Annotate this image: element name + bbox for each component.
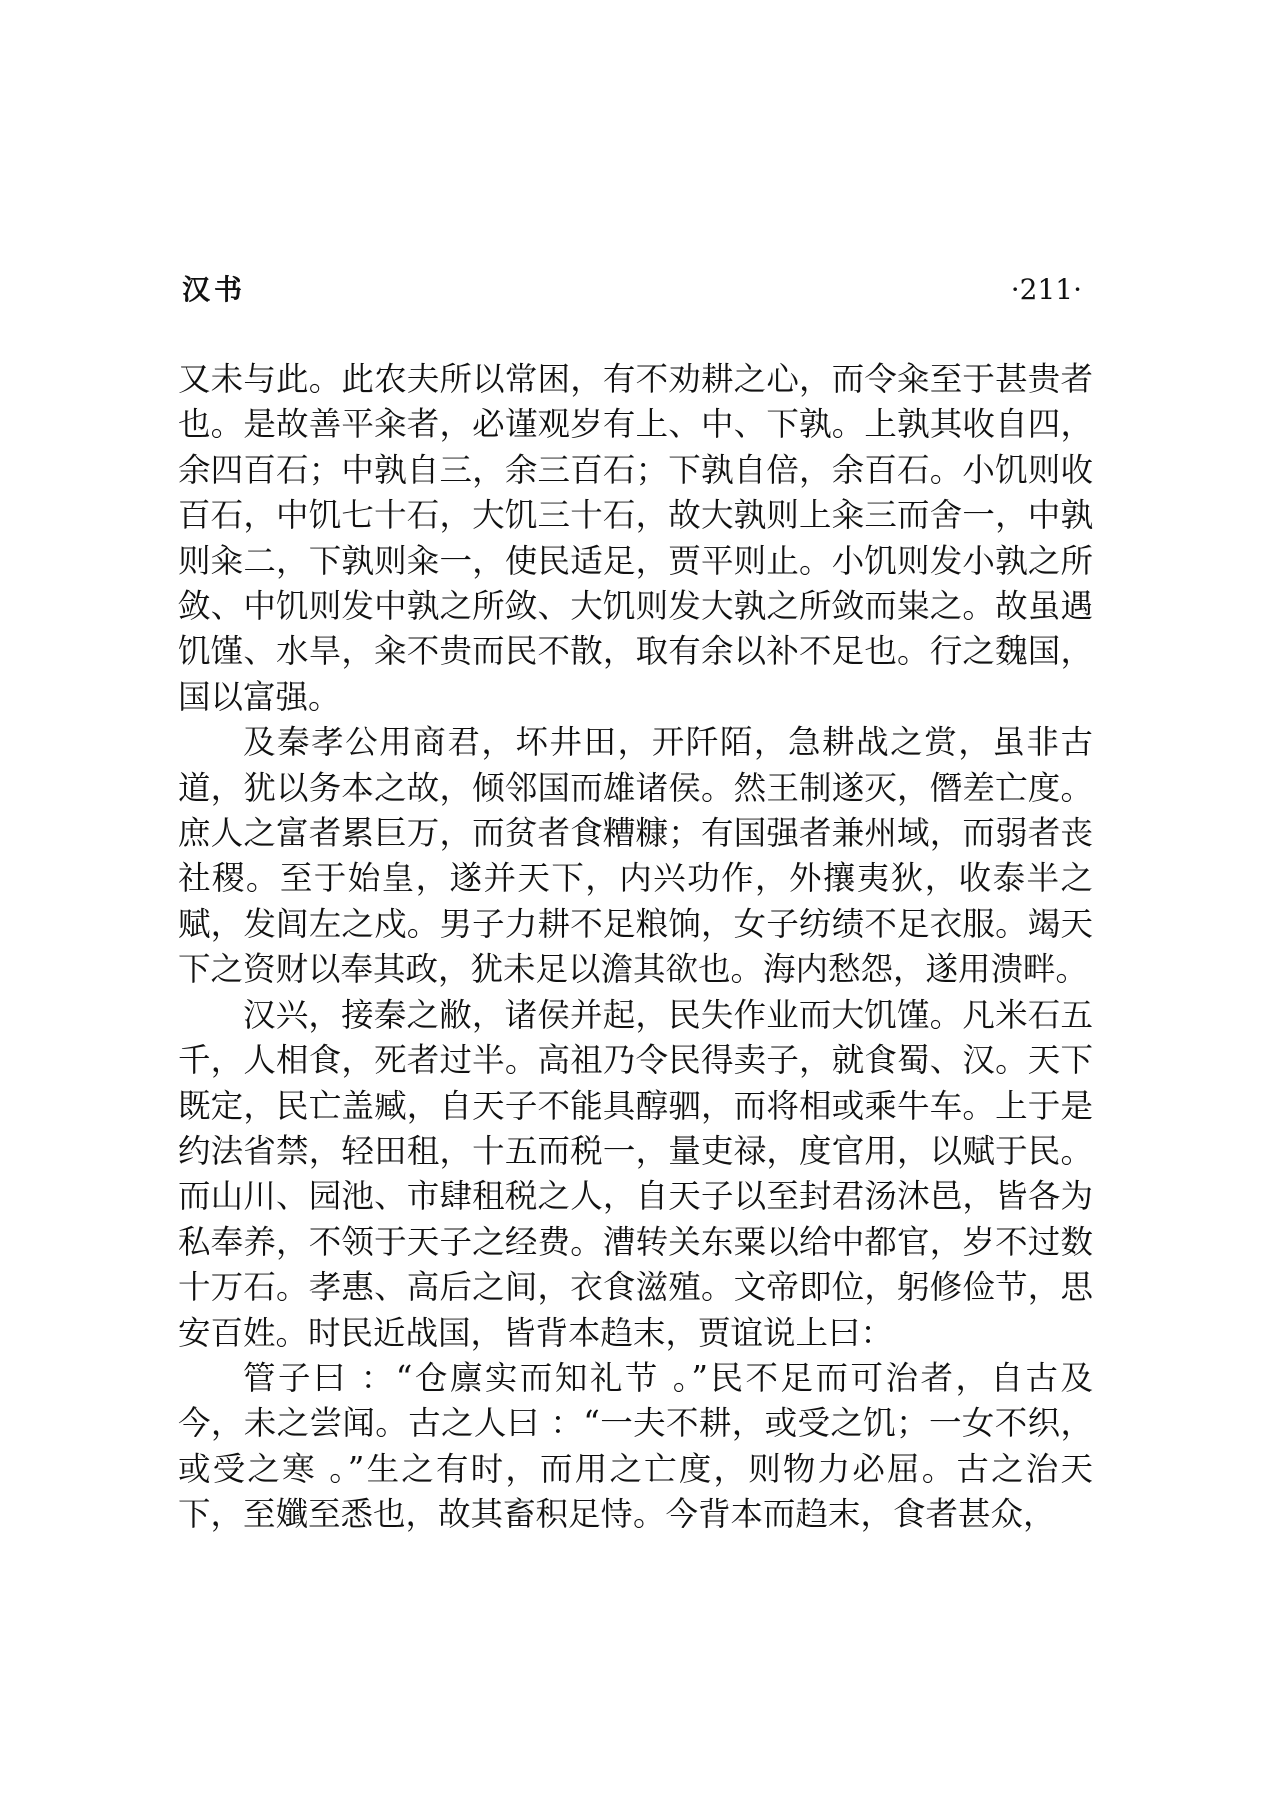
body-text (178, 357, 1093, 1538)
paragraph: 及秦孝公用商君，坏井田，开阡陌，急耕战之赏，虽非古道，犹以务本之故，倾邻国而雄诸侯。然王制遂灭，僭差亡度。庶人之富者累巨万，而贫者食糟糠；有国强者兼州域，而弱者丧社稷。至于始皇，遂并天下，内兴功作，外攘夷狄，收泰半之赋，发闾左之戍。男子力耕不足粮饷，女子纺绩不足衣服。竭天下之资财以奉其政，犹未足以澹其欲也。海内愁怨，遂用溃畔。 (178, 723, 1093, 989)
page-number: ·211· (1010, 273, 1082, 306)
paragraph: 汉兴，接秦之敝，诸侯并起，民失作业而大饥馑。凡米石五千，人相食，死者过半。高祖乃令民得卖子，就食蜀、汉。天下既定，民亡盖臧，自天子不能具醇驷，而将相或乘牛车。上于是约法省禁，轻田租，十五而税一，量吏禄，度官用，以赋于民。而山川、园池、市肆租税之人，自天子以至封君汤沐邑，皆各为私奉养，不领于天子之经费。漕转关东粟以给中都官，岁不过数十万石。孝惠、高后之间，衣食滋殖。文帝即位，躬修俭节，思安百姓。时民近战国，皆背本趋末，贾谊说上曰： (178, 995, 1093, 1352)
paragraph: 管子曰 ：“仓廪实而知礼节 。”民不足而可治者，自古及今，未之尝闻。古之人曰 ：“一夫不耕，或受之饥；一女不织，或受之寒 。”生之有时，而用之亡度，则物力必屈。古之治天下，至孅至悉也，故其畜积足恃。今背本而趋末，食者甚众， (178, 1358, 1093, 1534)
page-header (182, 268, 1082, 312)
paragraph: 又未与此。此农夫所以常困，有不劝耕之心，而令籴至于甚贵者也。是故善平籴者，必谨观岁有上、中、下孰。上孰其收自四，余四百石；中孰自三，余三百石；下孰自倍，余百石。小饥则收百石，中饥七十石，大饥三十石，故大孰则上籴三而舍一，中孰则籴二，下孰则籴一，使民适足，贾平则止。小饥则发小孰之所敛、中饥则发中孰之所敛、大饥则发大孰之所敛而粜之。故虽遇饥馑、水旱，籴不贵而民不散，取有余以补不足也。行之魏国，国以富强。 (178, 360, 1093, 716)
book-title: 汉书 (182, 273, 247, 306)
